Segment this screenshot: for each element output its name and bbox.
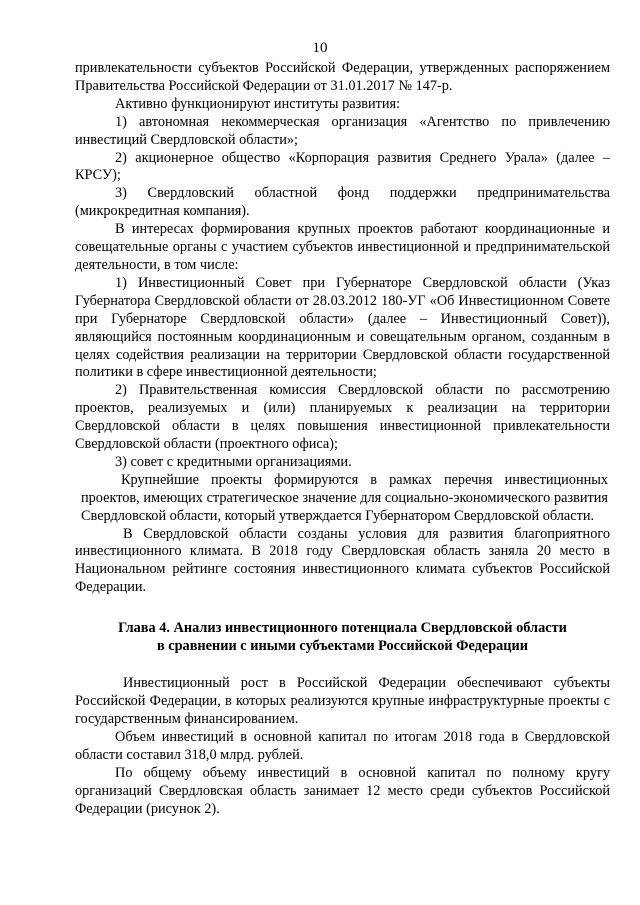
list-item-krsu: 2) акционерное общество «Корпорация развития Среднего Урала» (далее – КРСУ); [75, 149, 610, 184]
list-item-agency: 1) автономная некоммерческая организация «Агентство по привлечению инвестиций Свердловской области»; [75, 113, 610, 148]
list-item-investment-council: 1) Инвестиционный Совет при Губернаторе Свердловской области (Указ Губернатора Свердловской области от 28.03.2012 180-УГ «Об Инвестиционном Совете при Губернаторе Свердловской области» (далее – Инвестиционный Совет)), являющийся постоянным координационным и совещательным органом, созданным в целях содействия реализации на территории Свердловской области государственной политики в сфере инвестиционной деятельности; [75, 274, 610, 381]
paragraph-coordination-bodies: В интересах формирования крупных проектов работают координационные и совещательные органы с участием субъектов инвестиционной и предпринимательской деятельности, в том числе: [75, 221, 610, 273]
chapter-heading [75, 619, 610, 655]
paragraph-investment-volume: Объем инвестиций в основной капитал по итогам 2018 года в Свердловской области составил 318,0 млрд. рублей. [75, 728, 610, 763]
chapter-heading-line2: в сравнении с иными субъектами Российской Федерации [156, 638, 529, 655]
paragraph-development-institutes: Активно функционируют институты развития: [115, 95, 401, 112]
list-item-credit-council: 3) совет с кредитными организациями. [115, 453, 352, 470]
document-body [75, 60, 610, 818]
list-item-fund: 3) Свердловский областной фонд поддержки предпринимательства (микрокредитная компания). [75, 185, 610, 220]
paragraph-investment-rank: По общему объему инвестиций в основной капитал по полному кругу организаций Свердловская область занимает 12 место среди субъектов Российской Федерации (рисунок 2). [75, 764, 610, 817]
paragraph-continuation: привлекательности субъектов Российской Федерации, утвержденных распоряжением Правительства Российской Федерации от 31.01.2017 № 147-р. [75, 60, 610, 94]
paragraph-investment-growth: Инвестиционный рост в Российской Федерации обеспечивают субъекты Российской Федерации, в которых реализуются крупные инфраструктурные проекты с государственным финансированием. [75, 675, 610, 727]
paragraph-largest-projects: Крупнейшие проекты формируются в рамках перечня инвестиционных проектов, имеющих стратегическое значение для социально-экономического развития Свердловской области, который утверждается Губернатором Свердловской области. [81, 471, 608, 524]
page-number: 10 [312, 40, 328, 56]
chapter-heading-line1: Глава 4. Анализ инвестиционного потенциала Свердловской области [118, 620, 567, 637]
paragraph-investment-climate: В Свердловской области созданы условия для развития благоприятного инвестиционного климата. В 2018 году Свердловская область заняла 20 место в Национальном рейтинге состояния инвестиционного климата субъектов Российской Федерации. [75, 525, 610, 596]
list-item-government-commission: 2) Правительственная комиссия Свердловской области по рассмотрению проектов, реализуемых и (или) планируемых к реализации на территории Свердловской области в целях повышения инвестиционной привлекательности Свердловской области (проектного офиса); [75, 382, 610, 453]
